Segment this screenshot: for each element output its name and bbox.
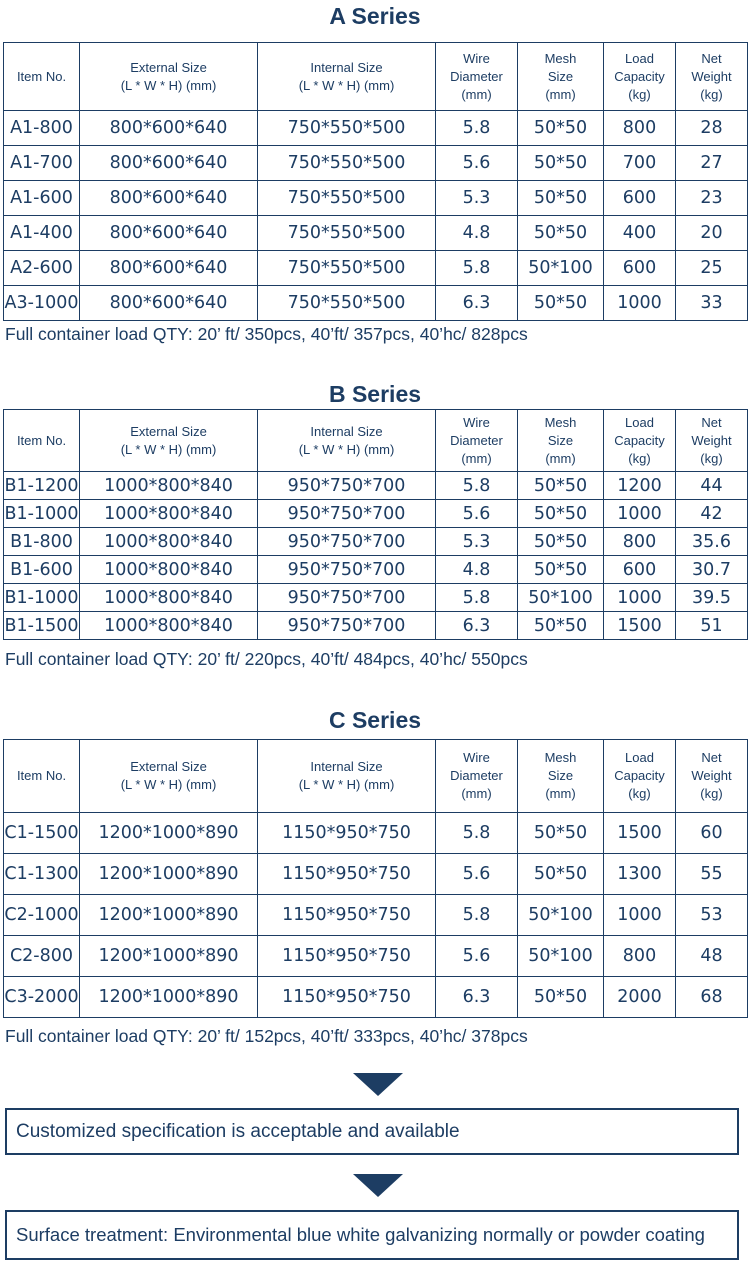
cell-load-capacity: 1000: [604, 286, 676, 321]
cell-external-size: 800*600*640: [80, 111, 258, 146]
series-a-table: [3, 42, 748, 321]
table-row: [4, 977, 748, 1018]
cell-load-capacity: 800: [604, 528, 676, 556]
table-row: [4, 146, 748, 181]
cell-wire-diameter: 6.3: [436, 286, 518, 321]
cell-wire-diameter: 5.8: [436, 584, 518, 612]
cell-item-no: C2-800: [4, 936, 80, 977]
col-wire-diameter: Wire Diameter (mm): [436, 43, 518, 111]
series-a-container-note: Full container load QTY: 20’ ft/ 350pcs, 40’ft/ 357pcs, 40’hc/ 828pcs: [5, 324, 528, 344]
cell-wire-diameter: 5.8: [436, 111, 518, 146]
col-wire-diameter: Wire Diameter (mm): [436, 740, 518, 813]
table-header-row: [4, 43, 748, 111]
col-net-weight: Net Weight (kg): [676, 43, 748, 111]
cell-internal-size: 950*750*700: [258, 556, 436, 584]
cell-item-no: B1-1500: [4, 612, 80, 640]
col-mesh-size: Mesh Size (mm): [518, 740, 604, 813]
cell-wire-diameter: 5.6: [436, 500, 518, 528]
table-row: [4, 472, 748, 500]
cell-wire-diameter: 5.3: [436, 181, 518, 216]
cell-item-no: B1-800: [4, 528, 80, 556]
cell-net-weight: 42: [676, 500, 748, 528]
cell-internal-size: 1150*950*750: [258, 977, 436, 1018]
cell-wire-diameter: 5.8: [436, 895, 518, 936]
cell-mesh-size: 50*100: [518, 895, 604, 936]
cell-net-weight: 20: [676, 216, 748, 251]
cell-net-weight: 55: [676, 854, 748, 895]
table-row: [4, 111, 748, 146]
customized-spec-text: Customized specification is acceptable and available: [16, 1120, 460, 1142]
cell-wire-diameter: 5.8: [436, 472, 518, 500]
cell-item-no: C3-2000: [4, 977, 80, 1018]
cell-external-size: 800*600*640: [80, 181, 258, 216]
cell-load-capacity: 600: [604, 556, 676, 584]
table-header-row: [4, 740, 748, 813]
cell-item-no: B1-1000: [4, 584, 80, 612]
col-internal-size: Internal Size (L * W * H) (mm): [258, 740, 436, 813]
cell-external-size: 1000*800*840: [80, 528, 258, 556]
cell-load-capacity: 1000: [604, 895, 676, 936]
cell-item-no: C1-1500: [4, 813, 80, 854]
cell-mesh-size: 50*50: [518, 854, 604, 895]
cell-load-capacity: 400: [604, 216, 676, 251]
col-external-size: External Size (L * W * H) (mm): [80, 410, 258, 472]
table-row: [4, 528, 748, 556]
cell-mesh-size: 50*50: [518, 146, 604, 181]
table-row: [4, 286, 748, 321]
col-external-size: External Size (L * W * H) (mm): [80, 43, 258, 111]
cell-internal-size: 1150*950*750: [258, 895, 436, 936]
series-b-container-note: Full container load QTY: 20’ ft/ 220pcs, 40’ft/ 484pcs, 40’hc/ 550pcs: [5, 649, 528, 669]
cell-wire-diameter: 5.3: [436, 528, 518, 556]
cell-mesh-size: 50*50: [518, 500, 604, 528]
cell-external-size: 1200*1000*890: [80, 977, 258, 1018]
table-row: [4, 612, 748, 640]
cell-wire-diameter: 5.6: [436, 146, 518, 181]
table-row: [4, 584, 748, 612]
cell-mesh-size: 50*50: [518, 977, 604, 1018]
cell-internal-size: 750*550*500: [258, 181, 436, 216]
cell-load-capacity: 1000: [604, 500, 676, 528]
cell-item-no: C2-1000: [4, 895, 80, 936]
triangle-down-icon: [353, 1174, 403, 1197]
cell-load-capacity: 1300: [604, 854, 676, 895]
cell-net-weight: 27: [676, 146, 748, 181]
cell-item-no: A2-600: [4, 251, 80, 286]
cell-external-size: 1200*1000*890: [80, 813, 258, 854]
cell-wire-diameter: 5.8: [436, 251, 518, 286]
cell-item-no: A3-1000: [4, 286, 80, 321]
cell-load-capacity: 2000: [604, 977, 676, 1018]
table-row: [4, 556, 748, 584]
table-row: [4, 181, 748, 216]
cell-external-size: 800*600*640: [80, 146, 258, 181]
col-load-capacity: Load Capacity (kg): [604, 43, 676, 111]
cell-wire-diameter: 6.3: [436, 977, 518, 1018]
cell-load-capacity: 800: [604, 111, 676, 146]
cell-mesh-size: 50*50: [518, 528, 604, 556]
col-item-no: Item No.: [4, 43, 80, 111]
cell-internal-size: 750*550*500: [258, 286, 436, 321]
triangle-down-icon: [353, 1073, 403, 1096]
col-wire-diameter: Wire Diameter (mm): [436, 410, 518, 472]
cell-item-no: B1-1000: [4, 500, 80, 528]
col-item-no: Item No.: [4, 410, 80, 472]
cell-internal-size: 1150*950*750: [258, 936, 436, 977]
table-row: [4, 854, 748, 895]
cell-net-weight: 48: [676, 936, 748, 977]
cell-load-capacity: 1500: [604, 612, 676, 640]
cell-mesh-size: 50*50: [518, 286, 604, 321]
cell-net-weight: 68: [676, 977, 748, 1018]
cell-net-weight: 39.5: [676, 584, 748, 612]
surface-treatment-callout: [5, 1210, 739, 1260]
col-load-capacity: Load Capacity (kg): [604, 740, 676, 813]
cell-net-weight: 44: [676, 472, 748, 500]
table-row: [4, 500, 748, 528]
cell-mesh-size: 50*50: [518, 556, 604, 584]
cell-internal-size: 1150*950*750: [258, 854, 436, 895]
cell-item-no: A1-400: [4, 216, 80, 251]
cell-net-weight: 25: [676, 251, 748, 286]
cell-external-size: 1000*800*840: [80, 612, 258, 640]
cell-item-no: B1-600: [4, 556, 80, 584]
cell-net-weight: 28: [676, 111, 748, 146]
col-mesh-size: Mesh Size (mm): [518, 410, 604, 472]
cell-load-capacity: 600: [604, 251, 676, 286]
cell-net-weight: 35.6: [676, 528, 748, 556]
cell-external-size: 1200*1000*890: [80, 936, 258, 977]
series-b-title: B Series: [328, 381, 422, 407]
series-a-title: A Series: [329, 3, 421, 29]
cell-item-no: A1-800: [4, 111, 80, 146]
col-internal-size: Internal Size (L * W * H) (mm): [258, 43, 436, 111]
cell-wire-diameter: 4.8: [436, 556, 518, 584]
cell-wire-diameter: 5.8: [436, 813, 518, 854]
cell-mesh-size: 50*100: [518, 251, 604, 286]
cell-load-capacity: 1500: [604, 813, 676, 854]
cell-internal-size: 750*550*500: [258, 146, 436, 181]
cell-net-weight: 23: [676, 181, 748, 216]
customized-spec-callout: [5, 1108, 739, 1155]
cell-internal-size: 750*550*500: [258, 216, 436, 251]
cell-mesh-size: 50*50: [518, 111, 604, 146]
cell-net-weight: 60: [676, 813, 748, 854]
table-row: [4, 251, 748, 286]
cell-net-weight: 51: [676, 612, 748, 640]
table-row: [4, 936, 748, 977]
col-external-size: External Size (L * W * H) (mm): [80, 740, 258, 813]
cell-external-size: 1000*800*840: [80, 500, 258, 528]
cell-external-size: 1000*800*840: [80, 584, 258, 612]
cell-internal-size: 1150*950*750: [258, 813, 436, 854]
cell-load-capacity: 700: [604, 146, 676, 181]
table-row: [4, 813, 748, 854]
cell-external-size: 800*600*640: [80, 286, 258, 321]
cell-wire-diameter: 6.3: [436, 612, 518, 640]
col-net-weight: Net Weight (kg): [676, 410, 748, 472]
cell-item-no: A1-700: [4, 146, 80, 181]
cell-mesh-size: 50*50: [518, 181, 604, 216]
series-c-table: [3, 739, 748, 1018]
cell-load-capacity: 1000: [604, 584, 676, 612]
cell-mesh-size: 50*50: [518, 612, 604, 640]
cell-internal-size: 950*750*700: [258, 500, 436, 528]
cell-mesh-size: 50*50: [518, 813, 604, 854]
cell-load-capacity: 800: [604, 936, 676, 977]
cell-wire-diameter: 5.6: [436, 936, 518, 977]
cell-mesh-size: 50*100: [518, 936, 604, 977]
series-c-title: C Series: [328, 707, 422, 733]
cell-net-weight: 30.7: [676, 556, 748, 584]
cell-item-no: B1-1200: [4, 472, 80, 500]
cell-internal-size: 950*750*700: [258, 612, 436, 640]
table-header-row: [4, 410, 748, 472]
col-net-weight: Net Weight (kg): [676, 740, 748, 813]
cell-internal-size: 950*750*700: [258, 584, 436, 612]
cell-net-weight: 33: [676, 286, 748, 321]
cell-wire-diameter: 5.6: [436, 854, 518, 895]
cell-item-no: A1-600: [4, 181, 80, 216]
col-load-capacity: Load Capacity (kg): [604, 410, 676, 472]
cell-external-size: 1000*800*840: [80, 556, 258, 584]
cell-internal-size: 750*550*500: [258, 111, 436, 146]
cell-internal-size: 950*750*700: [258, 528, 436, 556]
col-mesh-size: Mesh Size (mm): [518, 43, 604, 111]
cell-internal-size: 950*750*700: [258, 472, 436, 500]
surface-treatment-text: Surface treatment: Environmental blue white galvanizing normally or powder coating: [16, 1224, 705, 1245]
cell-internal-size: 750*550*500: [258, 251, 436, 286]
cell-external-size: 800*600*640: [80, 216, 258, 251]
cell-wire-diameter: 4.8: [436, 216, 518, 251]
cell-load-capacity: 1200: [604, 472, 676, 500]
cell-item-no: C1-1300: [4, 854, 80, 895]
cell-external-size: 1200*1000*890: [80, 895, 258, 936]
col-item-no: Item No.: [4, 740, 80, 813]
table-row: [4, 895, 748, 936]
cell-mesh-size: 50*50: [518, 216, 604, 251]
cell-load-capacity: 600: [604, 181, 676, 216]
col-internal-size: Internal Size (L * W * H) (mm): [258, 410, 436, 472]
cell-mesh-size: 50*100: [518, 584, 604, 612]
series-c-container-note: Full container load QTY: 20’ ft/ 152pcs, 40’ft/ 333pcs, 40’hc/ 378pcs: [5, 1026, 528, 1046]
series-b-table: [3, 409, 748, 640]
cell-external-size: 1000*800*840: [80, 472, 258, 500]
cell-net-weight: 53: [676, 895, 748, 936]
table-row: [4, 216, 748, 251]
cell-external-size: 1200*1000*890: [80, 854, 258, 895]
cell-mesh-size: 50*50: [518, 472, 604, 500]
cell-external-size: 800*600*640: [80, 251, 258, 286]
